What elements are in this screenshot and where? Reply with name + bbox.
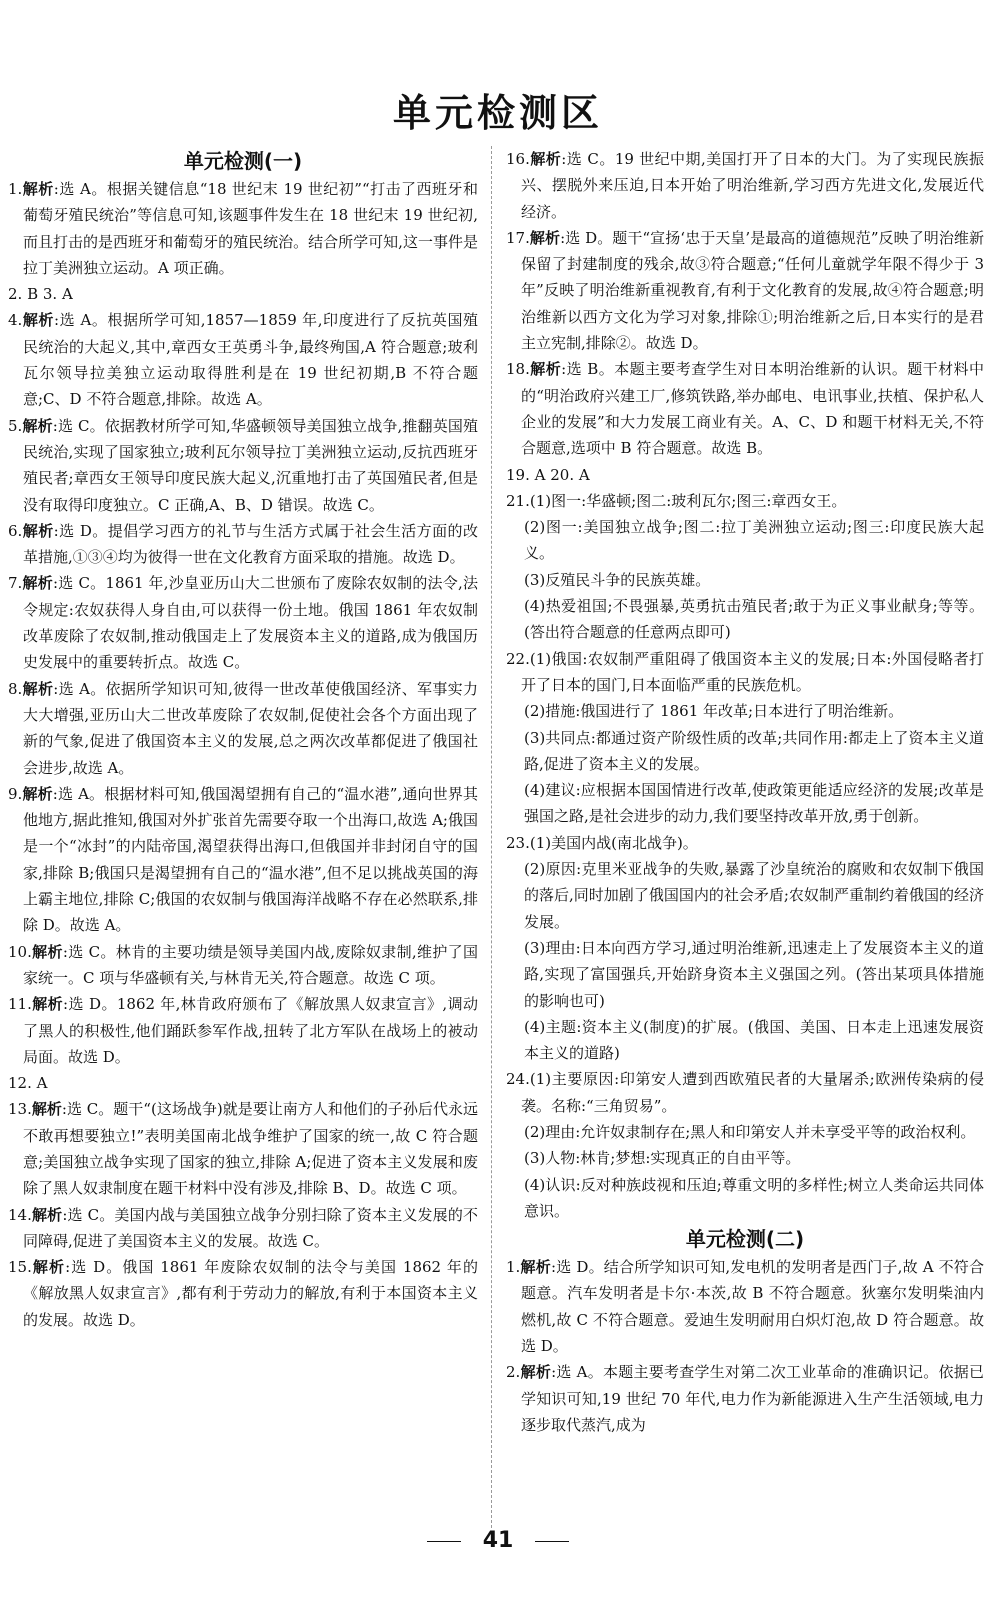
item-label: 解析 xyxy=(520,1258,551,1277)
page-footer xyxy=(0,1528,996,1553)
answer-item xyxy=(8,991,478,1070)
item-number: 23. xyxy=(506,833,530,852)
item-number: 11. xyxy=(8,995,32,1014)
item-text: :选 C。依据教材所学可知,华盛顿领导美国独立战争,推翻英国殖民统治,实现了国家独立;玻利瓦尔领导拉丁美洲独立运动,反抗西班牙殖民者;章西女王领导印度民族大起义,沉重地打击了英国殖民者,但是没有取得印度独立。C 正确,A、B、D 错误。故选 C。 xyxy=(23,416,478,514)
sub-answer-text: (4)建议:应根据本国国情进行改革,使政策更能适应经济的发展;改革是强国之路,是社会进步的动力,我们要坚持改革开放,勇于创新。 xyxy=(524,781,984,826)
item-text: :选 D。结合所学知识可知,发电机的发明者是西门子,故 A 不符合题意。汽车发明者是卡尔·本茨,故 B 不符合题意。狄塞尔发明柴油内燃机,故 C 不符合题意。爱迪生发明耐用白炽灯泡,故 D 符合题意。故选 D。 xyxy=(521,1258,984,1356)
answer-item xyxy=(8,939,478,992)
answer-item xyxy=(8,413,478,518)
sub-answer-text: (3)共同点:都通过资产阶级性质的改革;共同作用:都走上了资本主义道路,促进了资本主义的发展。 xyxy=(524,728,984,773)
sub-answer xyxy=(506,1119,984,1145)
item-number: 2. xyxy=(8,285,23,304)
sub-answer xyxy=(506,830,984,856)
item-number: 24. xyxy=(506,1070,530,1089)
answer-item xyxy=(506,462,984,488)
item-text: :选 A。根据关键信息“18 世纪末 19 世纪初”“打击了西班牙和葡萄牙殖民统治”等信息可知,该题事件发生在 18 世纪末 19 世纪初,而且打击的是西班牙和葡萄牙的殖民统治。结合所学可知,这一事件是拉丁美洲独立运动。A 项正确。 xyxy=(23,180,478,277)
sub-answer-text: (4)热爱祖国;不畏强暴,英勇抗击殖民者;敢于为正义事业献身;等等。(答出符合题意的任意两点即可) xyxy=(524,597,984,642)
item-text: :选 C。19 世纪中期,美国打开了日本的大门。为了实现民族振兴、摆脱外来压迫,日本开始了明治维新,学习西方先进文化,发展近代经济。 xyxy=(521,150,984,221)
sub-answer xyxy=(506,646,984,699)
sub-answer-text: (3)理由:日本向西方学习,通过明治维新,迅速走上了发展资本主义的道路,实现了富国强兵,开始跻身资本主义强国之列。(答出某项具体措施的影响也可) xyxy=(524,938,984,1010)
answer-item xyxy=(506,1359,984,1438)
unit-2-answer-list xyxy=(506,1254,984,1438)
item-number: 5. xyxy=(8,416,23,435)
sub-answer-text: (4)主题:资本主义(制度)的扩展。(俄国、美国、日本走上迅速发展资本主义的道路) xyxy=(524,1017,984,1063)
answer-item xyxy=(506,1254,984,1359)
item-label: 解析 xyxy=(31,942,63,961)
unit-1-answer-list-continued xyxy=(506,146,984,488)
item-text: B 3. A xyxy=(27,285,73,304)
sub-answer xyxy=(506,1172,984,1225)
item-label: 解析 xyxy=(31,1100,62,1119)
item-label: 解析 xyxy=(22,311,54,330)
footer-dash-left xyxy=(427,1541,461,1542)
column-divider xyxy=(491,146,492,1528)
item-number: 19. xyxy=(506,465,530,484)
item-text: A 20. A xyxy=(534,465,590,484)
item-number: 16. xyxy=(506,150,530,168)
item-number: 4. xyxy=(8,311,23,330)
item-number: 17. xyxy=(506,228,530,247)
item-text: :选 A。根据所学可知,1857—1859 年,印度进行了反抗英国殖民统治的大起义,其中,章西女王英勇斗争,最终殉国,A 符合题意;玻利瓦尔领导拉美独立运动取得胜利是在 19 世纪初期,B 不符合题意;C、D 不符合题意,排除。故选 A。 xyxy=(23,311,478,409)
answer-item-21 xyxy=(506,488,984,646)
item-number: 10. xyxy=(8,942,32,961)
answer-item xyxy=(8,676,478,781)
item-label: 解析 xyxy=(22,784,53,803)
page-title: 单元检测区 xyxy=(392,91,603,135)
item-label: 解析 xyxy=(22,416,53,435)
item-text: :选 D。题干“宣扬‘忠于天皇’是最高的道德规范”反映了明治维新保留了封建制度的残余,故③符合题意;“任何儿童就学年限不得少于 3 年”反映了明治维新重视教育,有利于文化教育的发展,故④符合题意;明治维新以西方文化为学习对象,排除①;明治维新之后,日本实行的是君主立宪制,排除②。故选 D。 xyxy=(521,228,984,353)
answer-item xyxy=(8,518,478,571)
item-text: :选 B。本题主要考查学生对日本明治维新的认识。题干材料中的“明治政府兴建工厂,修筑铁路,举办邮电、电讯事业,扶植、保护私人企业的发展”和大力发展工商业有关。A、C、D 和题干材料无关,不符合题意,选项中 B 符合题意。故选 B。 xyxy=(521,360,984,458)
sub-answer xyxy=(506,1066,984,1119)
answer-item xyxy=(8,1070,478,1096)
item-number: 18. xyxy=(506,360,530,379)
answer-item xyxy=(8,281,478,307)
answer-item xyxy=(8,1096,478,1201)
answer-item xyxy=(506,356,984,461)
item-number: 9. xyxy=(8,784,23,803)
item-number: 8. xyxy=(8,679,23,698)
item-label: 解析 xyxy=(22,521,54,540)
sub-answer xyxy=(506,488,984,514)
footer-dash-right xyxy=(535,1541,569,1542)
section-title-unit-1: 单元检测(一) xyxy=(183,149,303,173)
answer-item xyxy=(8,1202,478,1255)
answer-item xyxy=(8,1254,478,1333)
answer-item xyxy=(8,176,478,281)
item-text: :选 C。林肯的主要功绩是领导美国内战,废除奴隶制,维护了国家统一。C 项与华盛顿有关,与林肯无关,符合题意。故选 C 项。 xyxy=(23,942,478,987)
unit-1-answer-list xyxy=(8,176,478,1333)
item-label: 解析 xyxy=(22,679,54,698)
sub-answer xyxy=(506,777,984,830)
right-column xyxy=(506,146,984,1438)
answer-item-22 xyxy=(506,646,984,830)
sub-answer-text: (1)图一:华盛顿;图二:玻利瓦尔;图三:章西女王。 xyxy=(529,491,847,510)
item-text: A xyxy=(36,1074,48,1093)
item-number: 2. xyxy=(506,1363,521,1382)
item-label: 解析 xyxy=(520,1363,552,1382)
item-label: 解析 xyxy=(31,995,64,1014)
item-text: :选 C。美国内战与美国独立战争分别扫除了资本主义发展的不同障碍,促进了美国资本主义的发展。故选 C。 xyxy=(23,1205,478,1250)
sub-answer-text: (1)俄国:农奴制严重阻碍了俄国资本主义的发展;日本:外国侵略者打开了日本的国门,日本面临严重的民族危机。 xyxy=(521,649,984,694)
item-number: 14. xyxy=(8,1205,32,1224)
answer-item xyxy=(506,146,984,225)
sub-answer-text: (2)措施:俄国进行了 1861 年改革;日本进行了明治维新。 xyxy=(524,702,904,721)
sub-answer-text: (1)美国内战(南北战争)。 xyxy=(529,833,698,852)
sub-answer-text: (2)理由:允许奴隶制存在;黑人和印第安人并未享受平等的政治权利。 xyxy=(524,1122,976,1141)
item-label: 解析 xyxy=(22,180,54,198)
page-number: 41 xyxy=(482,1528,514,1553)
item-text: :选 C。1861 年,沙皇亚历山大二世颁布了废除农奴制的法令,法令规定:农奴获得人身自由,可以获得一份土地。俄国 1861 年农奴制改革废除了农奴制,推动俄国走上了发展资本主义的道路,成为俄国历史发展中的重要转折点。故选 C。 xyxy=(23,574,478,672)
item-text: :选 D。俄国 1861 年废除农奴制的法令与美国 1862 年的《解放黑人奴隶宣言》,都有利于劳动力的解放,有利于本国资本主义的发展。故选 D。 xyxy=(23,1258,478,1329)
item-label: 解析 xyxy=(529,150,562,168)
item-label: 解析 xyxy=(31,1205,63,1224)
item-number: 12. xyxy=(8,1074,32,1093)
answer-item-24 xyxy=(506,1066,984,1224)
item-label: 解析 xyxy=(529,228,561,247)
sub-answer-text: (2)原因:克里米亚战争的失败,暴露了沙皇统治的腐败和农奴制下俄国的落后,同时加剧了俄国国内的社会矛盾;农奴制严重制约着俄国的经济发展。 xyxy=(524,860,984,931)
item-text: :选 A。依据所学知识可知,彼得一世改革使俄国经济、军事实力大大增强,亚历山大二世改革废除了农奴制,促使社会各个方面出现了新的气象,促进了俄国资本主义的发展,总之两次改革都促进了俄国社会进步,故选 A。 xyxy=(23,679,478,777)
item-label: 解析 xyxy=(31,1258,66,1277)
item-number: 22. xyxy=(506,649,530,668)
item-text: :选 A。根据材料可知,俄国渴望拥有自己的“温水港”,通向世界其他地方,据此推知,俄国对外扩张首先需要夺取一个出海口,故选 A;俄国是一个“冰封”的内陆帝国,渴望获得出海口,但俄国并非封闭自守的国家,排除 B;俄国只是渴望拥有自己的“温水港”,但不足以挑战英国的海上霸主地位,排除 C;俄国的农奴制与俄国海洋战略不存在必然联系,排除 D。故选 A。 xyxy=(23,784,478,935)
item-label: 解析 xyxy=(529,360,562,379)
item-number: 1. xyxy=(8,180,23,198)
sub-answer-text: (4)认识:反对种族歧视和压迫;尊重文明的多样性;树立人类命运共同体意识。 xyxy=(524,1175,984,1220)
item-text: :选 C。题干“(这场战争)就是要让南方人和他们的子孙后代永远不敢再想要独立!”表明美国南北战争维护了国家的统一,故 C 符合题意;美国独立战争实现了国家的独立,排除 A;促进了资本主义发展和废除了黑人奴隶制度在题干材料中没有涉及,排除 B、D。故选 C 项。 xyxy=(23,1100,478,1198)
sub-answer-text: (3)人物:林肯;梦想:实现真正的自由平等。 xyxy=(524,1149,801,1168)
answer-item xyxy=(8,307,478,412)
left-column xyxy=(8,146,478,1333)
item-number: 13. xyxy=(8,1100,32,1119)
answer-item xyxy=(506,225,984,356)
item-text: :选 A。本题主要考查学生对第二次工业革命的准确识记。依据已学知识可知,19 世纪 70 年代,电力作为新能源进入生产生活领域,电力逐步取代蒸汽,成为 xyxy=(521,1363,984,1434)
sub-answer xyxy=(506,856,984,935)
sub-answer xyxy=(506,593,984,646)
sub-answer xyxy=(506,935,984,1014)
sub-answer xyxy=(506,567,984,593)
item-number: 1. xyxy=(506,1258,521,1277)
item-label: 解析 xyxy=(22,574,53,593)
sub-answer xyxy=(506,725,984,778)
answer-item xyxy=(8,570,478,675)
sub-answer xyxy=(506,1145,984,1171)
sub-answer xyxy=(506,1014,984,1067)
item-number: 15. xyxy=(8,1258,32,1277)
item-number: 7. xyxy=(8,574,23,593)
item-text: :选 D。提倡学习西方的礼节与生活方式属于社会生活方面的改革措施,①③④均为彼得一世在文化教育方面采取的措施。故选 D。 xyxy=(23,521,478,567)
sub-answer-text: (1)主要原因:印第安人遭到西欧殖民者的大量屠杀;欧洲传染病的侵袭。名称:“三角贸易”。 xyxy=(521,1070,984,1115)
item-number: 21. xyxy=(506,491,530,510)
item-text: :选 D。1862 年,林肯政府颁布了《解放黑人奴隶宣言》,调动了黑人的积极性,他们踊跃参军作战,扭转了北方军队在战场上的被动局面。故选 D。 xyxy=(23,995,478,1066)
section-title-unit-2: 单元检测(二) xyxy=(685,1227,805,1252)
sub-answer-text: (3)反殖民斗争的民族英雄。 xyxy=(524,570,711,589)
sub-answer xyxy=(506,514,984,567)
answer-item xyxy=(8,781,478,939)
sub-answer xyxy=(506,698,984,724)
sub-answer-text: (2)图一:美国独立战争;图二:拉丁美洲独立运动;图三:印度民族大起义。 xyxy=(524,518,984,563)
item-number: 6. xyxy=(8,521,23,540)
answer-item-23 xyxy=(506,830,984,1067)
